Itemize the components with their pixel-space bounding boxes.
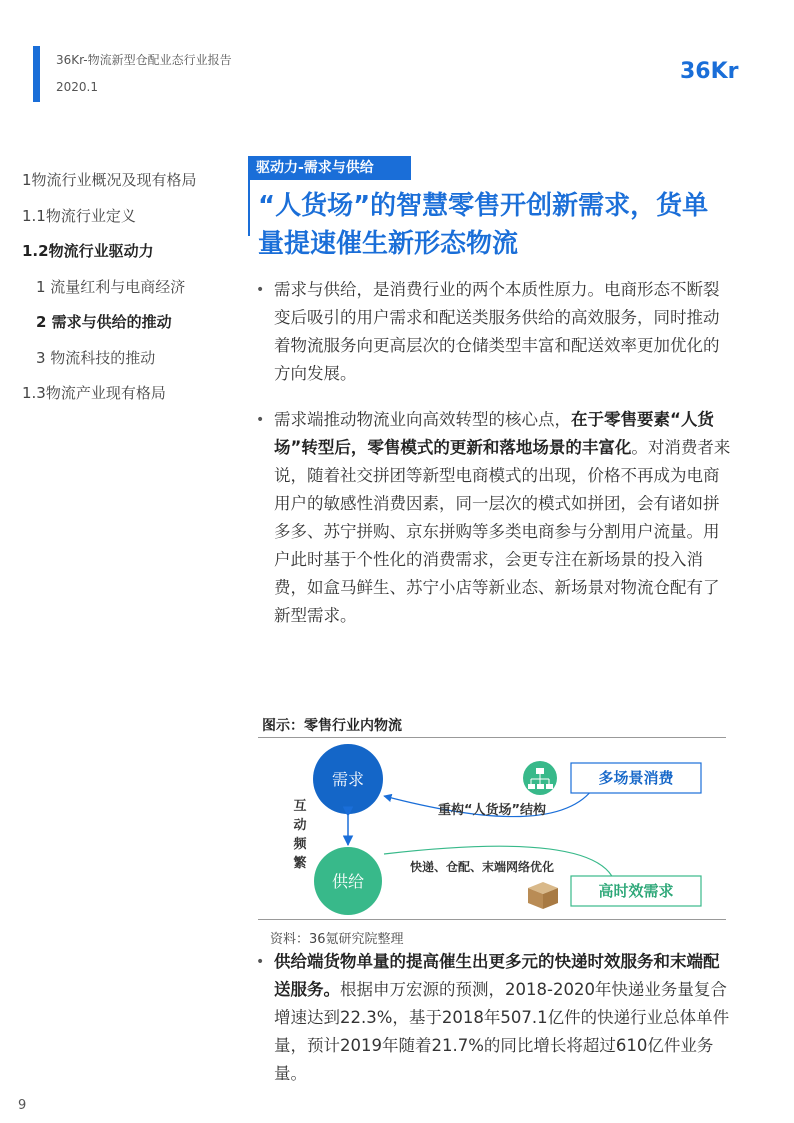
- bullet-dot: •: [256, 954, 265, 970]
- section-tag: 驱动力-需求与供给: [248, 156, 411, 180]
- bullet-supply-demand: [256, 276, 734, 388]
- svg-text:36Kr: 36Kr: [680, 59, 739, 84]
- bullet-text: 根据申万宏源的预测，2018-2020年快递业务量复合增速达到22.3%，基于2018年507.1亿件的快递行业总体单件量，预计2019年随着21.7%的同比增长将超过610亿件业务量。: [274, 980, 730, 1083]
- body-bullets: [256, 276, 734, 648]
- header-accent-bar: [33, 46, 40, 102]
- page-title: “人货场”的智慧零售开创新需求，货单量提速催生新形态物流: [258, 191, 709, 259]
- toc-item-tech[interactable]: 3 物流科技的推动: [36, 348, 156, 367]
- report-title: 36Kr-物流新型仓配业态行业报告: [56, 53, 232, 67]
- toc-item-overview[interactable]: 1物流行业概况及现有格局: [22, 171, 197, 189]
- bullet-dot: •: [256, 412, 265, 428]
- supply-label: 供给: [331, 872, 365, 891]
- bullet-demand-side: [256, 406, 734, 630]
- toc-item-traffic[interactable]: 1 流量红利与电商经济: [36, 277, 186, 296]
- multi-scene-label: 多场景消费: [598, 769, 674, 787]
- interaction-char: 互: [293, 799, 307, 814]
- table-of-contents: [22, 170, 242, 419]
- logistics-label: 快递、仓配、末端网络优化: [409, 860, 555, 874]
- restructure-label: 重构“人货场”结构: [437, 803, 547, 818]
- bullet-emphasis: 供给端货物单量的提高催生出更多元的快递时效服务和末端配送服务。: [274, 952, 720, 999]
- toc-item-definition[interactable]: 1.1物流行业定义: [22, 206, 136, 225]
- toc-item-landscape[interactable]: 1.3物流产业现有格局: [22, 384, 166, 402]
- bullet-text: 。对消费者来说，随着社交拼团等新型电商模式的出现，价格不再成为电商用户的敏感性消费因素，同一层次的模式如拼团，会有诸如拼多多、苏宁拼购、京东拼购等多类电商参与分割用户流量。用户此时基于个性化的消费需求，会更专注在新场景的投入消费，如盒马鲜生、苏宁小店等新业态、新场景对物流仓配有了新型需求。: [274, 438, 731, 625]
- bullet-text: 需求与供给，是消费行业的两个本质性原力。电商形态不断裂变后吸引的用户需求和配送类服务供给的高效服务，同时推动着物流服务向更高层次的仓储类型丰富和配送效率更加优化的方向发展。: [274, 280, 720, 383]
- bullet-supply-side: [256, 948, 734, 1088]
- report-date: 2020.1: [56, 80, 98, 94]
- figure-title: 图示：零售行业内物流: [262, 718, 402, 734]
- page-number: 9: [18, 1098, 27, 1113]
- brand-logo: [680, 44, 766, 90]
- body-bullets-lower: [256, 948, 734, 1106]
- bullet-dot: •: [256, 282, 265, 298]
- network-icon: [523, 761, 557, 795]
- retail-logistics-figure: [262, 712, 728, 947]
- demand-label: 需求: [331, 770, 365, 789]
- figure-source: 资料：36氪研究院整理: [270, 932, 404, 947]
- package-icon: [528, 882, 558, 909]
- figure-bottom-rule: [258, 919, 726, 920]
- toc-item-drivers[interactable]: 1.2物流行业驱动力: [22, 242, 154, 260]
- interaction-char: 频: [293, 837, 307, 852]
- toc-item-supply-demand[interactable]: 2 需求与供给的推动: [36, 313, 172, 331]
- bullet-text: 需求端推动物流业向高效转型的核心点，: [274, 410, 571, 429]
- title-accent-rule: [248, 180, 250, 236]
- bullet-emphasis: 在于零售要素“人货场”转型后，零售模式的更新和落地场景的丰富化: [274, 410, 714, 457]
- interaction-char: 繁: [293, 856, 307, 871]
- figure-diagram: [262, 712, 728, 942]
- high-timeliness-label: 高时效需求: [598, 882, 674, 900]
- interaction-char: 动: [293, 818, 307, 833]
